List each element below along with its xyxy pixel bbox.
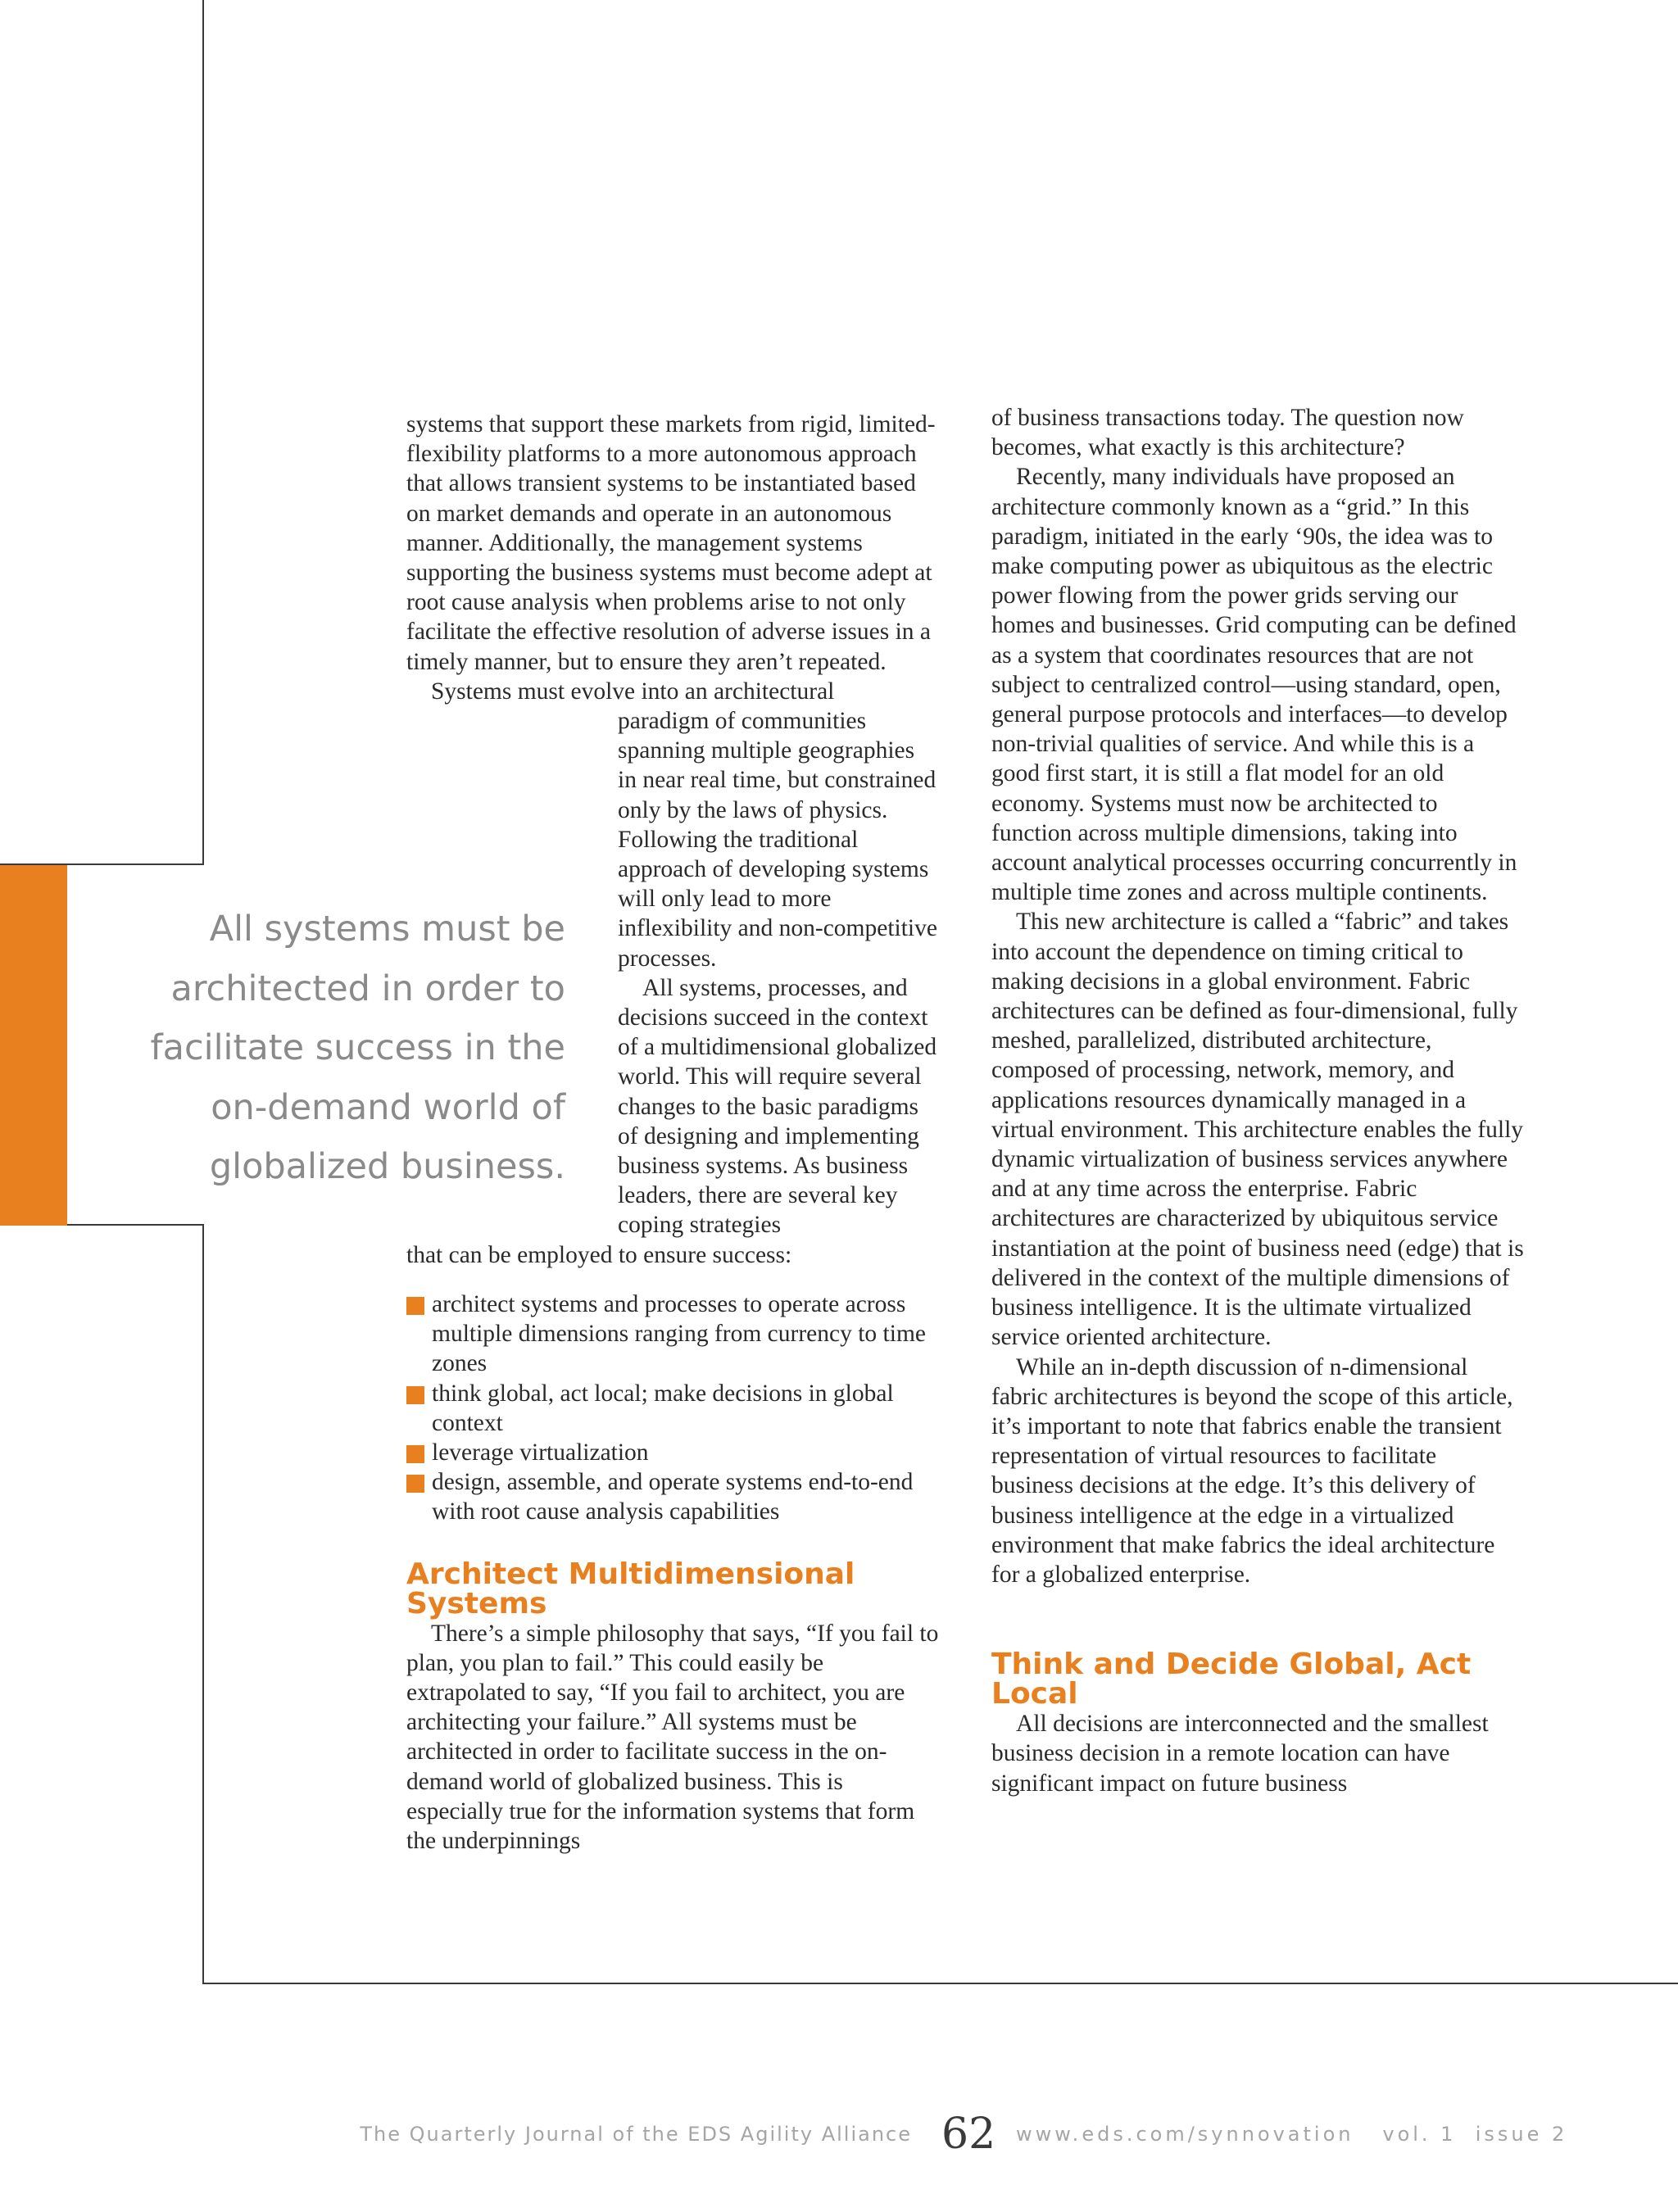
list-item-text: think global, act local; make decisions in global context bbox=[432, 1380, 894, 1436]
list-item-text: design, assemble, and operate systems end-to-end with root cause analysis capabilities bbox=[432, 1469, 914, 1525]
paragraph: of business transactions today. The question now becomes, what exactly is this architecture? bbox=[991, 405, 1464, 461]
strategy-list bbox=[406, 1290, 939, 1527]
section-heading: Architect Multidimensional Systems bbox=[406, 1557, 855, 1620]
bullet-square-icon bbox=[406, 1445, 424, 1463]
frame-rule-bottom-vertical bbox=[202, 1224, 204, 1984]
journal-title: The Quarterly Journal of the EDS Agility Alliance bbox=[360, 2123, 912, 2146]
list-item-text: architect systems and processes to operate across multiple dimensions ranging from currency to time zones bbox=[432, 1290, 926, 1377]
frame-rule-top-vertical bbox=[202, 0, 204, 865]
pull-quote-line: All systems must be bbox=[209, 909, 565, 950]
list-item-text: leverage virtualization bbox=[432, 1439, 649, 1466]
paragraph: that can be employed to ensure success: bbox=[406, 1241, 792, 1268]
pull-quote-line: globalized business. bbox=[209, 1146, 565, 1187]
list-item bbox=[406, 1379, 939, 1438]
website-issue: www.eds.com/synnovation vol. 1 issue 2 bbox=[1016, 2123, 1568, 2146]
paragraph: Systems must evolve into an architectural bbox=[431, 678, 835, 705]
list-item bbox=[406, 1438, 939, 1467]
left-column bbox=[406, 410, 939, 1856]
list-item bbox=[406, 1290, 939, 1379]
paragraph: All systems, processes, and decisions succeed in the context of a multidimensional globalized world. This will require several changes to the basic paradigms of designing and implementing business systems. As business leaders, there are several key coping strategies bbox=[618, 974, 937, 1239]
accent-bar bbox=[0, 865, 67, 1226]
paragraph: This new architecture is called a “fabric” and takes into account the dependence on timing critical to making decisions in a global environment. Fabric architectures can be defined as four-dimensional, fully meshed, parallelized, distributed architecture, composed of processing, network, memory, and applications resources dynamically managed in a virtual environment. This architecture enables the fully dynamic virtualization of business services anywhere and at any time across the enterprise. Fabric architectures are characterized by ubiquitous service instantiation at the point of business need (edge) that is delivered in the context of the multiple dimensions of business intelligence. It is the ultimate virtualized service oriented architecture. bbox=[991, 909, 1524, 1351]
paragraph: While an in-depth discussion of n-dimensional fabric architectures is beyond the scope of this article, it’s important to note that fabrics enable the transient representation of virtual resources to facilitate business decisions at the edge. It’s this delivery of business intelligence at the edge in a virtualized environment that make fabrics the ideal architecture for a globalized enterprise. bbox=[991, 1353, 1513, 1588]
paragraph: systems that support these markets from rigid, limited-flexibility platforms to a more autonomous approach that allows transient systems to be instantiated based on market demands and operate in an autonomous manner. Additionally, the management systems supporting the business systems must become adept at root cause analysis when problems arise to not only facilitate the effective resolution of adverse issues in a timely manner, but to ensure they aren’t repeated. bbox=[406, 411, 936, 675]
paragraph: There’s a simple philosophy that says, “If you fail to plan, you plan to fail.” This could easily be extrapolated to say, “If you fail to architect, you are architecting your failure.” All systems must be architected in order to facilitate success in the on-demand world of globalized business. This is especially true for the information systems that form the underpinnings bbox=[406, 1620, 939, 1854]
bullet-square-icon bbox=[406, 1386, 424, 1404]
right-column bbox=[991, 403, 1524, 1798]
page-number: 62 bbox=[941, 2110, 996, 2159]
bullet-square-icon bbox=[406, 1475, 424, 1493]
page-footer bbox=[0, 2110, 1678, 2159]
pull-quote-line: architected in order to bbox=[170, 968, 565, 1009]
section-heading: Think and Decide Global, Act Local bbox=[991, 1648, 1472, 1711]
pull-quote-line: on-demand world of bbox=[211, 1086, 565, 1128]
frame-rule-bottom-horizontal bbox=[67, 1224, 204, 1226]
pull-quote-line: facilitate success in the bbox=[150, 1027, 565, 1068]
frame-rule-baseline bbox=[202, 1983, 1678, 1984]
bullet-square-icon bbox=[406, 1297, 424, 1315]
list-item bbox=[406, 1467, 939, 1526]
paragraph: All decisions are interconnected and the smallest business decision in a remote location can have significant impact on future business bbox=[991, 1711, 1489, 1797]
paragraph: Recently, many individuals have proposed an architecture commonly known as a “grid.” In this paradigm, initiated in the early ‘90s, the idea was to make computing power as ubiquitous as the electric power flowing from the power grids serving our homes and businesses. Grid computing can be defined as a system that coordinates resources that are not subject to centralized control—using standard, open, general purpose protocols and interfaces—to develop non-trivial qualities of service. And while this is a good first start, it is still a flat model for an old economy. Systems must now be architected to function across multiple dimensions, taking into account analytical processes occurring concurrently in multiple time zones and across multiple continents. bbox=[991, 464, 1517, 906]
paragraph: paradigm of communities spanning multiple geographies in near real time, but constrained only by the laws of physics. Following the traditional approach of developing systems will only lead to more inflexibility and non-competitive processes. bbox=[618, 708, 937, 972]
